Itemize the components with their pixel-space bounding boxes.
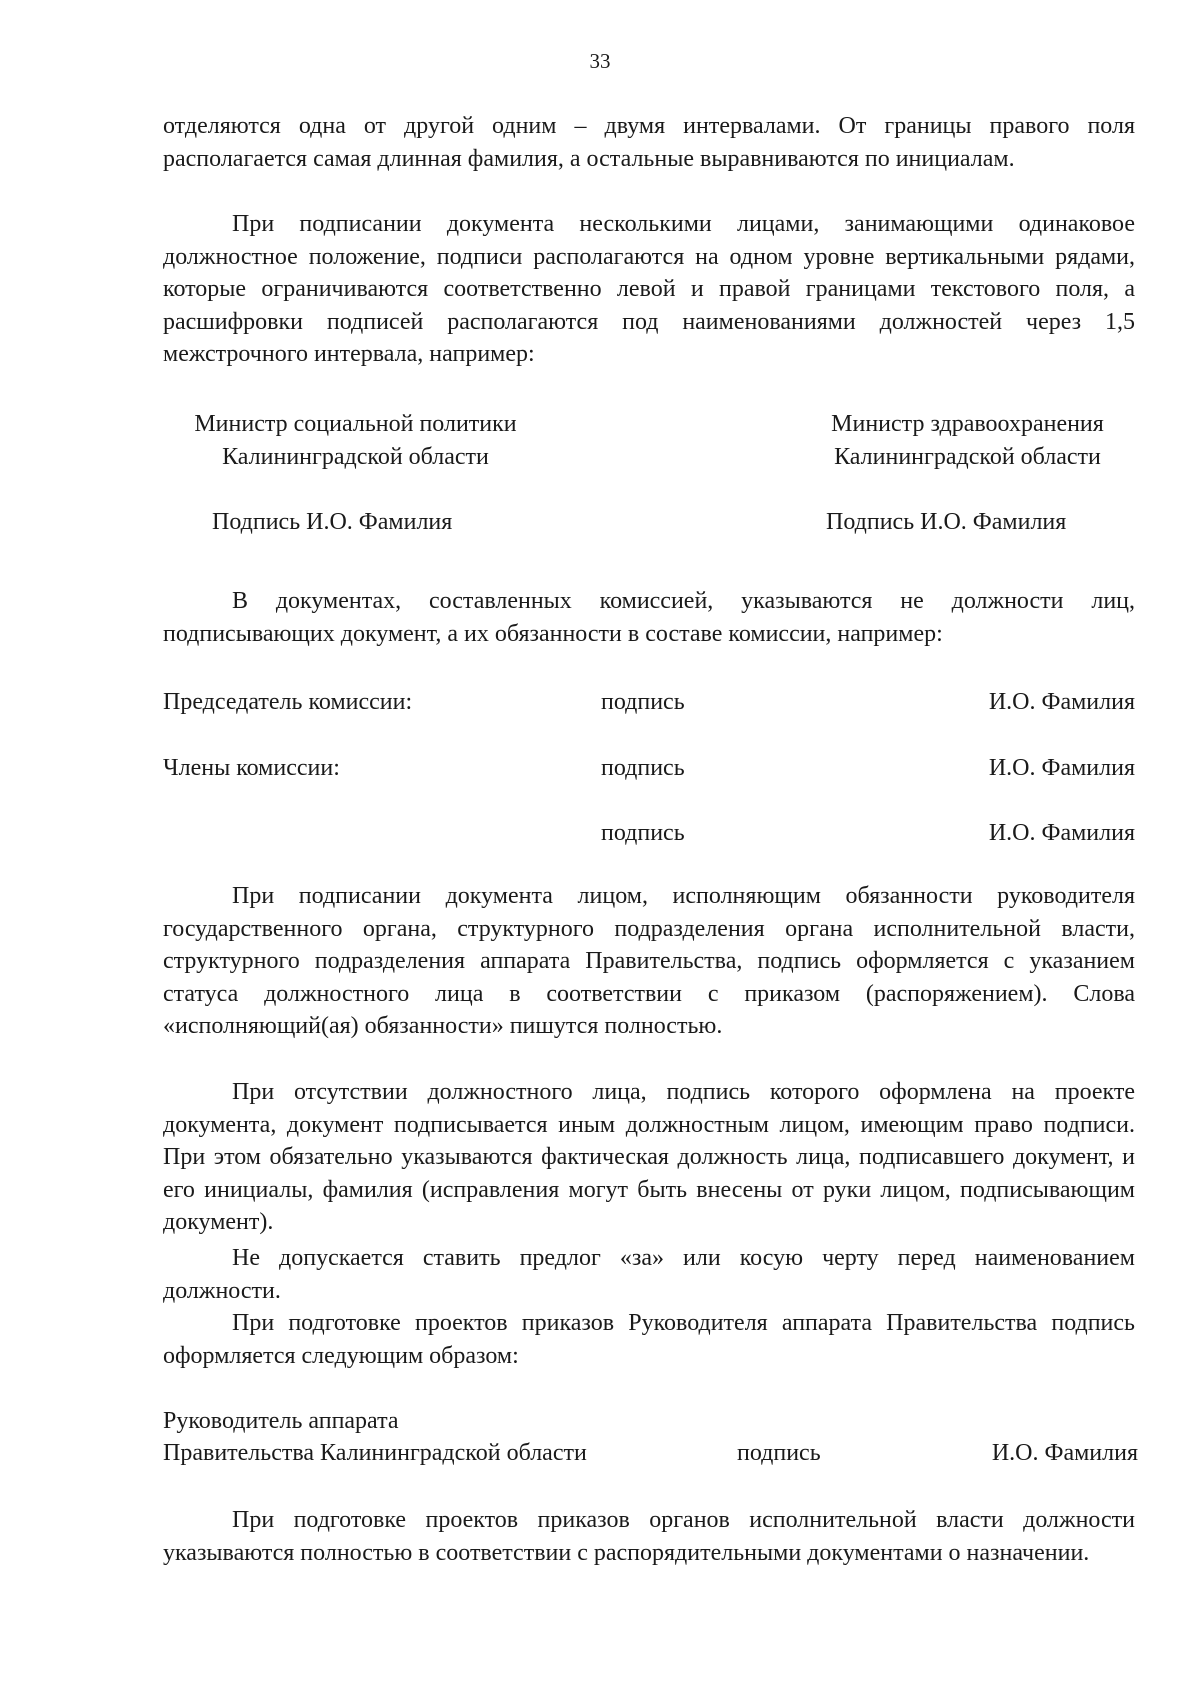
example1-right-line2: Калининградской области <box>834 443 1101 470</box>
commission-sign-3: подпись <box>601 820 685 846</box>
page-number: 33 <box>589 49 611 73</box>
commission-role-1: Председатель комиссии: <box>163 689 413 715</box>
example1-left-line2: Калининградской области <box>222 443 489 470</box>
commission-sign-2: подпись <box>601 755 685 781</box>
commission-role-2: Члены комиссии: <box>163 755 340 781</box>
commission-sign-1: подпись <box>601 689 685 715</box>
example1-left-line1: Министр социальной политики <box>194 411 517 437</box>
example1-left-title <box>163 408 548 473</box>
paragraph-5: При отсутствии должностного лица, подпись которого оформлена на проекте документа, документ подписывается иным должностным лицом, имеющим право подписи. При этом обязательно указываются фактическая должность лица, подписавшего документ, и его инициалы, фамилия (исправления могут быть внесены от руки лицом, подписывающим документ). <box>163 1079 1135 1235</box>
example1-right-line1: Министр здравоохранения <box>831 411 1104 437</box>
example1-left-signature: Подпись И.О. Фамилия <box>212 509 453 535</box>
paragraph-3: В документах, составленных комиссией, указываются не должности лиц, подписывающих документ, а их обязанности в составе комиссии, например: <box>163 588 1135 647</box>
example1-right-signature: Подпись И.О. Фамилия <box>826 509 1067 535</box>
commission-name-3: И.О. Фамилия <box>988 820 1135 846</box>
paragraph-4: При подписании документа лицом, исполняющим обязанности руководителя государственного органа, структурного подразделения органа исполнительной власти, структурного подразделения аппарата Правительства, подпись оформляется с указанием статуса должностного лица в соответствии с приказом (распоряжением). Слова «исполняющий(ая) обязанности» пишутся полностью. <box>163 883 1135 1039</box>
commission-name-1: И.О. Фамилия <box>988 689 1135 715</box>
paragraph-8: При подготовке проектов приказов органов исполнительной власти должности указываются полностью в соответствии с распорядительными документами о назначении. <box>163 1507 1135 1566</box>
paragraph-6: Не допускается ставить предлог «за» или косую черту перед наименованием должности. <box>163 1245 1135 1304</box>
paragraph-7: При подготовке проектов приказов Руководителя аппарата Правительства подпись оформляется следующим образом: <box>163 1310 1135 1369</box>
example3-title-line2: Правительства Калининградской области <box>163 1440 587 1466</box>
example3-name: И.О. Фамилия <box>991 1440 1138 1466</box>
paragraph-1: отделяются одна от другой одним – двумя интервалами. От границы правого поля располагается самая длинная фамилия, а остальные выравниваются по инициалам. <box>163 113 1135 172</box>
example1-right-title <box>800 408 1135 473</box>
example3-title-line1: Руководитель аппарата <box>163 1408 399 1434</box>
paragraph-2: При подписании документа несколькими лицами, занимающими одинаковое должностное положение, подписи располагаются на одном уровне вертикальными рядами, которые ограничиваются соответственно левой и правой границами текстового поля, а расшифровки подписей располагаются под наименованиями должностей через 1,5 межстрочного интервала, например: <box>163 211 1135 367</box>
commission-name-2: И.О. Фамилия <box>988 755 1135 781</box>
example3-sign: подпись <box>737 1440 821 1466</box>
